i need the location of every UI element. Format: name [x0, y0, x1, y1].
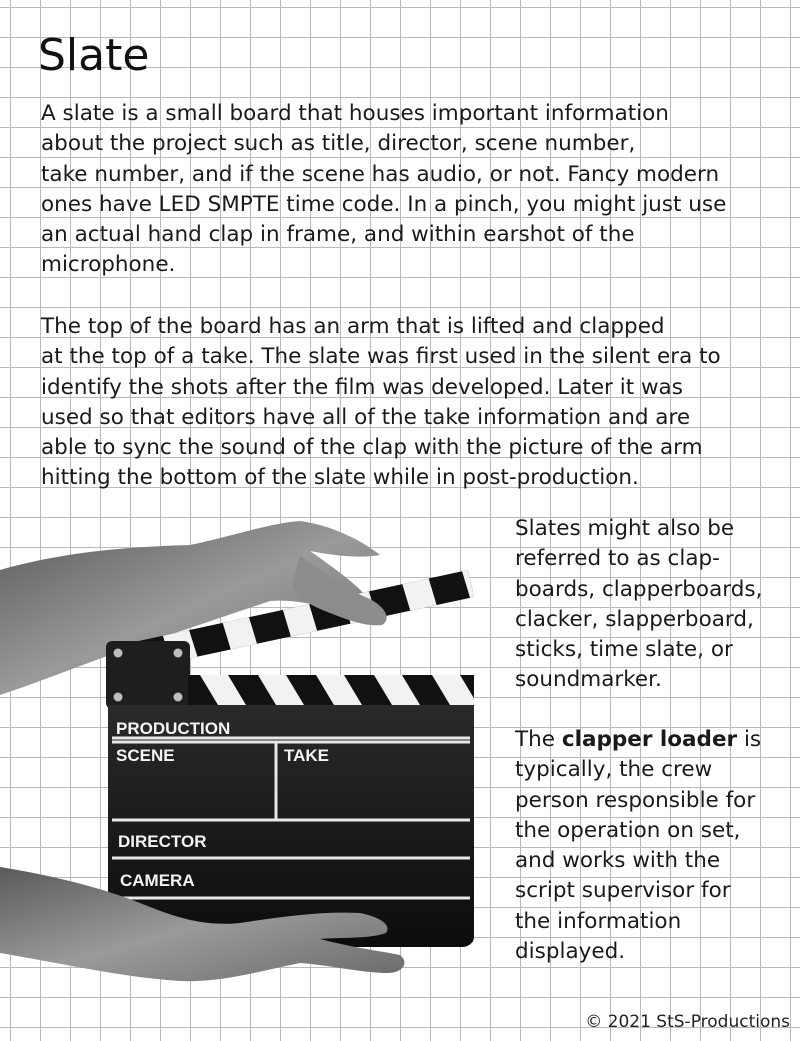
text-line: used so that editors have all of the take information and are — [41, 404, 691, 430]
text-line: about the project such as title, director, scene number, — [41, 131, 636, 157]
text-line: typically, the crew — [515, 757, 713, 783]
intro-paragraph — [41, 99, 791, 281]
text-line: sticks, time slate, or — [515, 637, 733, 663]
text-line: able to sync the sound of the clap with the picture of the arm — [41, 435, 703, 461]
clapperboard-illustration — [0, 515, 500, 1015]
copyright-notice: © 2021 StS-Productions — [585, 1012, 790, 1032]
text-line: boards, clapperboards, — [515, 576, 763, 602]
text-line: The top of the board has an arm that is lifted and clapped — [41, 314, 665, 339]
text-line: referred to as clap- — [515, 546, 720, 572]
text-line: person responsible for — [515, 787, 756, 813]
text-line: Slates might also be — [515, 516, 735, 541]
alternate-names-paragraph — [515, 514, 795, 696]
text-line: at the top of a take. The slate was first used in the silent era to — [41, 344, 721, 370]
text-line: displayed. — [515, 939, 626, 965]
slate-stripe-bar — [188, 675, 478, 705]
text-line: and works with the — [515, 848, 721, 874]
text-line: script supervisor for — [515, 878, 731, 904]
text-fragment: is — [737, 727, 762, 752]
page-title: Slate — [38, 30, 150, 81]
text-line: A slate is a small board that houses important information — [41, 101, 669, 126]
clapper-loader-paragraph — [515, 725, 795, 967]
text-line: microphone. — [41, 252, 176, 278]
text-line: clacker, slapperboard, — [515, 606, 754, 632]
text-line: take number, and if the scene has audio, or not. Fancy modern — [41, 161, 720, 187]
clapper-loader-term: clapper loader — [561, 727, 738, 752]
slate-label-director: DIRECTOR — [118, 832, 207, 851]
text-line: hitting the bottom of the slate while in post-production. — [41, 465, 639, 491]
text-line: the information — [515, 908, 682, 934]
text-line: identify the shots after the film was developed. Later it was — [41, 374, 683, 400]
slate-label-camera: CAMERA — [120, 871, 195, 890]
history-paragraph — [41, 312, 791, 494]
text-line: an actual hand clap in frame, and within earshot of the — [41, 222, 635, 248]
text-line: soundmarker. — [515, 667, 662, 693]
slate-label-production: PRODUCTION — [116, 719, 231, 738]
text-fragment: The — [515, 727, 562, 752]
slate-label-take: TAKE — [284, 746, 330, 765]
slate-label-scene: SCENE — [116, 746, 175, 765]
text-line — [515, 725, 795, 755]
text-line: the operation on set, — [515, 817, 741, 843]
text-line: ones have LED SMPTE time code. In a pinch, you might just use — [41, 191, 727, 217]
